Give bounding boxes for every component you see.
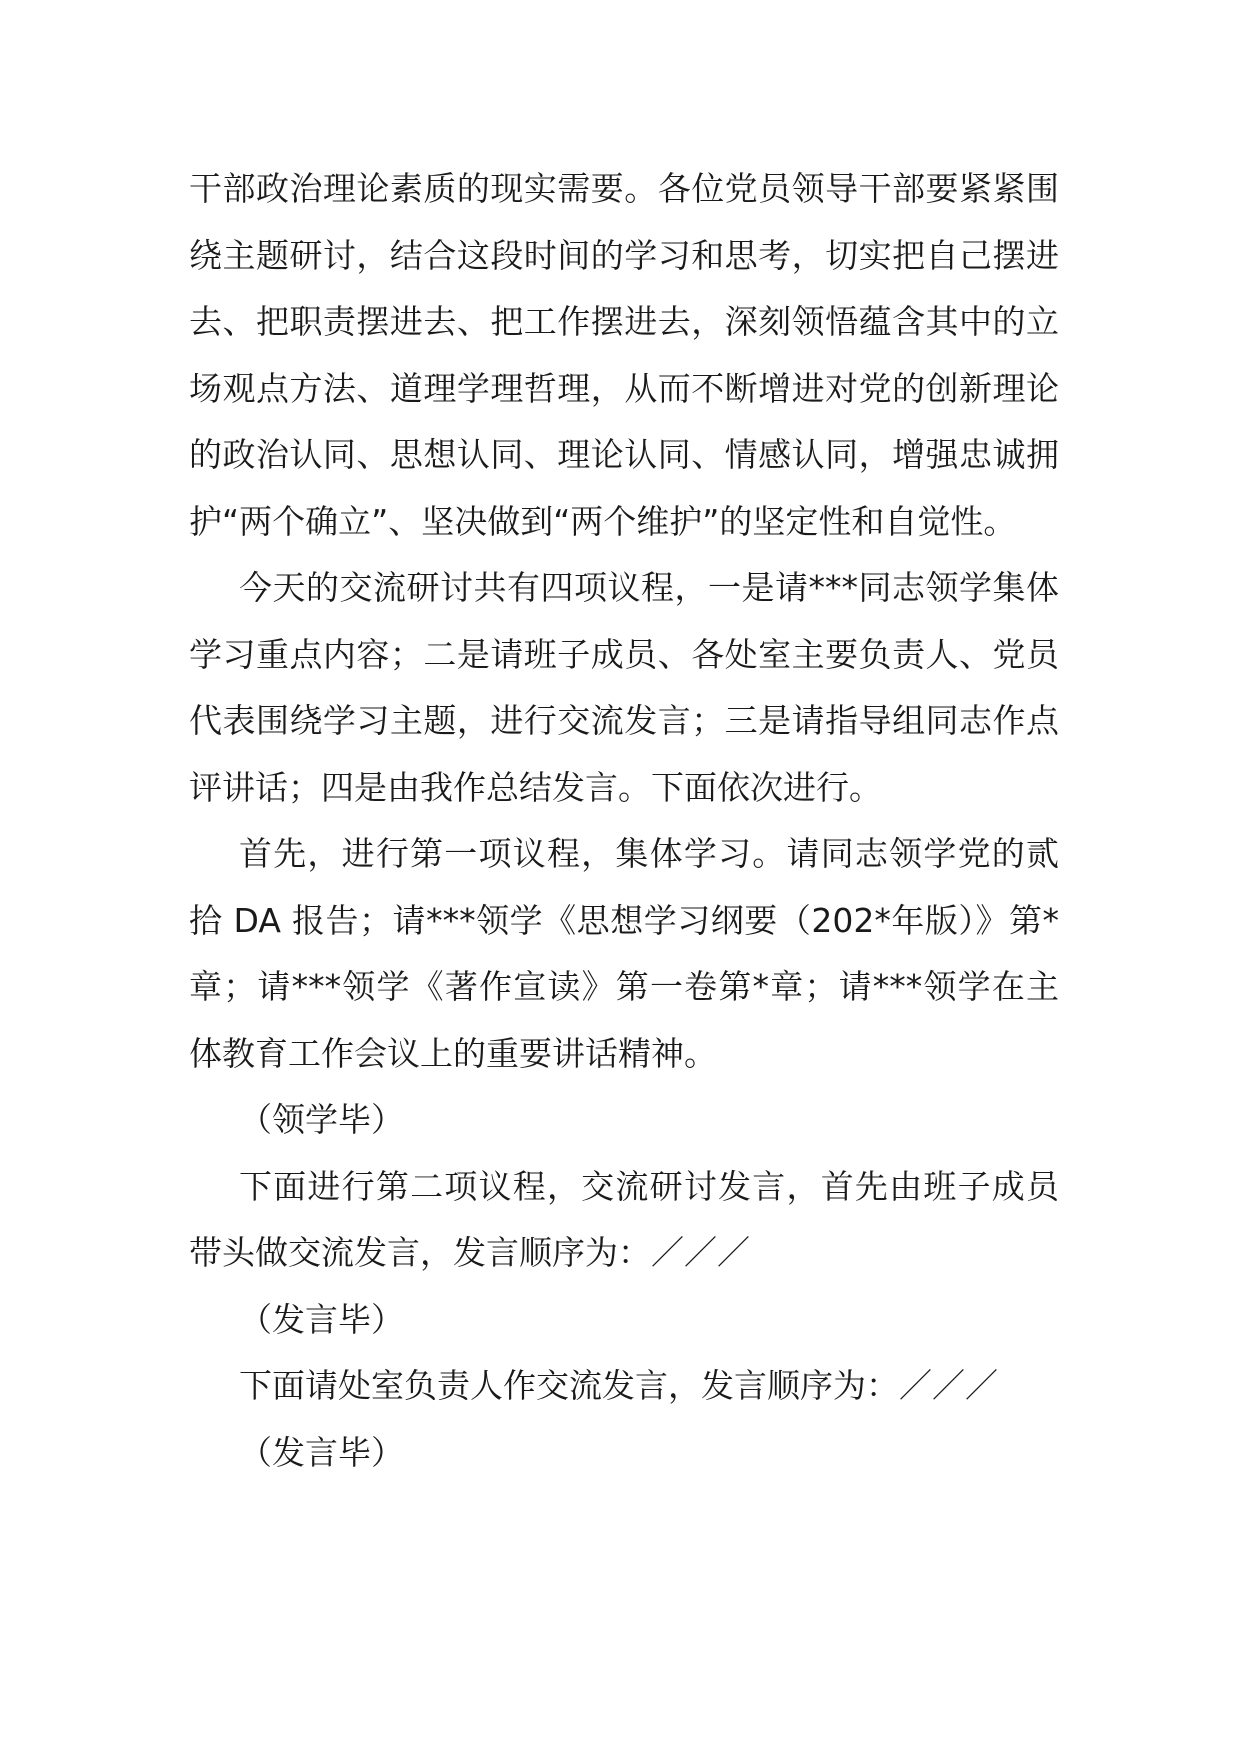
paragraph-continuation: 干部政治理论素质的现实需要。各位党员领导干部要紧紧围绕主题研讨，结合这段时间的学习和思考，切实把自己摆进去、把职责摆进去、把工作摆进去，深刻领悟蕴含其中的立场观点方法、道理学理哲理，从而不断增进对党的创新理论的政治认同、思想认同、理论认同、情感认同，增强忠诚拥护“两个确立”、坚决做到“两个维护”的坚定性和自觉性。 [189, 169, 1059, 541]
note-speech-finished-1: （发言毕） [239, 1299, 404, 1339]
paragraph-second-agenda-item: 下面进行第二项议程，交流研讨发言，首先由班子成员带头做交流发言，发言顺序为：／／／ [189, 1166, 1059, 1272]
paragraph-agenda-overview: 今天的交流研讨共有四项议程，一是请***同志领学集体学习重点内容；二是请班子成员、各处室主要负责人、党员代表围绕学习主题，进行交流发言；三是请指导组同志作点评讲话；四是由我作总结发言。下面依次进行。 [189, 568, 1059, 807]
note-speech-finished-2: （发言毕） [239, 1432, 404, 1472]
note-study-finished: （领学毕） [239, 1100, 404, 1139]
paragraph-first-agenda-item: 首先，进行第一项议程，集体学习。请同志领学党的贰拾 DA 报告；请***领学《思想学习纲要（202*年版）》第*章；请***领学《著作宣读》第一卷第*章；请***领学在主体教育工作会议上的重要讲话精神。 [189, 834, 1059, 1073]
document-body [189, 156, 1059, 1486]
paragraph-office-heads-speech: 下面请处室负责人作交流发言，发言顺序为：／／／ [239, 1366, 998, 1405]
